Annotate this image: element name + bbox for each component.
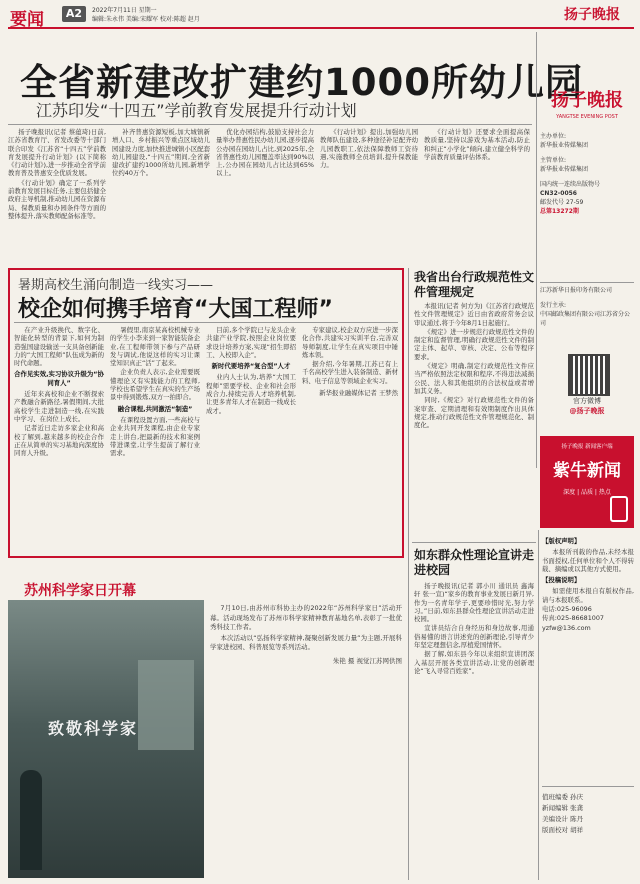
exhibit-poster-title: 致敬科学家 bbox=[48, 719, 139, 738]
side-story1-paragraph: 本报讯(记者 何方为)《江苏省行政规范性文件管理规定》近日由省政府常务会议审议通过,将于今年8月1日起施行。 bbox=[414, 302, 534, 327]
lead-paragraph: 《行动计划》确定了一系列学前教育发展目标任务,主要包括健全政府主导机制,推动幼儿园在资源布局、保教质量和办园条件等方面的整体提升,落实教师配备标准等。 bbox=[8, 178, 106, 220]
side-story1-paragraph: 同时,《规定》对行政规范性文件的备案审查、定期清理和有效期制度作出具体规定,推动行政规范性文件管理规范化、制度化。 bbox=[414, 396, 534, 430]
feature-paragraph: 暑假里,南京某高校机械专业的学生小李来到一家智能装备企业,在工程师带领下参与产品研发与调试,他说这样的实习让课堂知识真正“活”了起来。 bbox=[110, 326, 200, 368]
owner-name: 新华报业传媒集团 bbox=[540, 142, 589, 149]
feature-paragraph: 在产业升级换代、数字化、智能化转型的背景下,如何为制造强国建设输送一支具备创新能力的“大国工程师”队伍成为新的时代命题。 bbox=[14, 326, 104, 368]
brand-logo-en: YANGTSE EVENING POST bbox=[556, 114, 618, 120]
contact-email[interactable]: yzfw@136.com bbox=[542, 623, 591, 632]
visitor-figure bbox=[20, 770, 42, 870]
exhibit-paragraph: 本次活动以“弘扬科学家精神,凝聚创新发展力量”为主题,开展科学家进校园、科普展览等系列活动。 bbox=[210, 633, 402, 651]
feature-paragraph: 记者近日走访多家企业和高校了解到,越来越多的校企合作正在从简单的实习基地向深度协同育人升级。 bbox=[14, 424, 104, 458]
side-story2-headline: 如东群众性理论宣讲走进校园 bbox=[414, 548, 535, 577]
staff-row: 版面校对 胡祥 bbox=[542, 826, 584, 834]
section-title: 要闻 bbox=[10, 10, 44, 30]
staff-row: 值班编委 孙庆 bbox=[542, 793, 584, 801]
exhibit-body bbox=[210, 604, 402, 864]
publisher-name: 新华报业传媒集团 bbox=[540, 166, 589, 173]
feature-paragraph: 据介绍,今年暑期,江苏已有上千名高校学生进入装备制造、新材料、电子信息等领域企业实习。 bbox=[302, 360, 398, 385]
notice-body-2: 如需使用本报自有版权作品,请与本报联系。 bbox=[542, 587, 634, 604]
qr-code[interactable] bbox=[568, 354, 610, 396]
printer-name: 江苏新华日报印务有限公司 bbox=[540, 287, 613, 294]
feature-kicker: 暑期高校生涌向制造一线实习—— bbox=[18, 278, 214, 293]
copyright-notice bbox=[542, 534, 634, 784]
lead-body-col4 bbox=[320, 128, 418, 258]
staff-row: 新闻编辑 张龚 bbox=[542, 804, 584, 812]
feature-paragraph: 目前,多个学院已与龙头企业共建产业学院,按照企业岗位要求设计培养方案,实现“招生即招工、入校即入企”。 bbox=[206, 326, 296, 359]
feature-paragraph: 企业负责人表示,企业需要既懂理论又有实践能力的工程师,学校也希望学生在真实的生产场景中得到锻炼,双方一拍即合。 bbox=[110, 368, 200, 402]
lead-body-col3 bbox=[216, 128, 314, 258]
side-story2-paragraph: 据了解,如东县今年以来组织宣讲团深入基层开展各类宣讲活动,让党的创新理论“飞入寻常百姓家”。 bbox=[414, 650, 534, 675]
brand-sidebar bbox=[540, 86, 634, 466]
publisher-label: 主管单位: bbox=[540, 157, 567, 164]
app-promo[interactable] bbox=[540, 436, 634, 528]
feature-headline: 校企如何携手培育“大国工程师” bbox=[18, 297, 333, 322]
feature-col2 bbox=[110, 326, 200, 554]
side-story1-body bbox=[414, 302, 534, 538]
address-label: 发行主承: bbox=[540, 302, 567, 309]
lead-headline: 全省新建改扩建约1000所幼儿园 bbox=[20, 61, 583, 104]
lead-paragraph: 《行动计划》还要求全面提高保教质量,坚持以游戏为基本活动,防止和纠正“小学化”倾向,建立健全科学的学前教育质量评估体系。 bbox=[424, 128, 530, 161]
brand-logo: 扬子晚报 bbox=[551, 90, 623, 111]
app-tagline: 深度 | 品质 | 热点 bbox=[563, 489, 611, 496]
issue-date: 2022年7月11日 星期一 bbox=[92, 7, 157, 14]
feature-paragraph: 在课程设置方面,一些高校与企业共同开发课程,由企业专家走上讲台,把最新的技术和案例带进课堂,让学生提前了解行业需求。 bbox=[110, 415, 200, 458]
lead-subhead: 江苏印发“十四五”学前教育发展提升行动计划 bbox=[36, 101, 357, 120]
lead-paragraph: 补齐普惠资源短板,加大城镇新增人口、乡村振兴等重点区域幼儿园建设力度,加快推进城镇小区配套幼儿园建设,“十四五”期间,全省新建改扩建约1000所幼儿园,新增学位约40万个。 bbox=[112, 128, 210, 178]
lead-paragraph: 《行动计划》提出,加强幼儿园教师队伍建设,多种途径补足配齐幼儿园教职工,依法保障教师工资待遇,实施教师全员培训,提升保教能力。 bbox=[320, 128, 418, 170]
address-value: 中国邮政集团有限公司江苏省分公司 bbox=[540, 311, 631, 327]
feature-subhead: 合作见实效,实习协议升级为“协同育人” bbox=[14, 370, 104, 387]
phone-icon bbox=[610, 496, 628, 522]
side-story2-paragraph: 宣讲员结合自身经历和身边故事,用通俗易懂的语言讲述党的创新理论,引导青少年坚定理想信念,厚植爱国情怀。 bbox=[414, 624, 534, 650]
staff-list bbox=[542, 792, 634, 836]
lead-paragraph: 扬子晚报讯(记者 蔡蕴琦)日前,江苏省教育厅、省发改委等十部门联合印发《江苏省“十四五”学前教育发展提升行动计划》(以下简称《行动计划》),进一步推动全省学前教育普及普惠安全优质发展。 bbox=[8, 128, 106, 178]
feature-paragraph: 近年来高校和企业不断探索产教融合新路径,暑假期间,大批高校学生走进制造一线,在实践中学习、在岗位上成长。 bbox=[14, 390, 104, 423]
feature-col1 bbox=[14, 326, 104, 554]
post-code: 27-59 bbox=[565, 199, 584, 206]
cn-label: 国内统一连续出版物号 bbox=[540, 181, 601, 188]
lead-body-col1 bbox=[8, 128, 106, 258]
owner-label: 主办单位: bbox=[540, 133, 567, 140]
page-number-badge: A2 bbox=[62, 6, 86, 22]
post-label: 邮发代号 bbox=[540, 199, 565, 206]
feature-col4 bbox=[302, 326, 398, 554]
side-story2-body bbox=[414, 582, 534, 878]
weibo-handle[interactable]: @扬子晚报 bbox=[569, 407, 605, 415]
feature-byline: 新华报业融媒体记者 王梦然 bbox=[319, 389, 398, 398]
side-story1-paragraph: 《规定》明确,制定行政规范性文件应当严格依照法定权限和程序,不得违法减损公民、法人和其他组织的合法权益或者增加其义务。 bbox=[414, 362, 534, 395]
qr-label: 官方微博 bbox=[573, 397, 601, 405]
feature-col3 bbox=[206, 326, 296, 554]
side-story2-paragraph: 扬子晚报讯(记者 郭小川 通讯员 鑫海轩 张一宣)“家乡的教育事业发展日新月异,作为一名青年学子,更要珍惜时光,努力学习。”日前,如东县群众性理论宣讲活动走进校园。 bbox=[414, 582, 534, 624]
contact-fax: 传真:025-86681007 bbox=[542, 614, 604, 623]
lead-paragraph: 优化办园结构,鼓励支持社会力量举办普惠性民办幼儿园,逐步提高公办园在园幼儿占比,到2025年,全省普惠性幼儿园覆盖率达到90%以上,公办园在园幼儿占比达到65%以上。 bbox=[216, 128, 314, 178]
notice-title: 【版权声明】 bbox=[542, 537, 581, 545]
masthead-logo: 扬子晚报 bbox=[564, 7, 620, 23]
lead-body-col5 bbox=[424, 128, 530, 258]
notice-body: 本报所刊载的作品,未经本报书面授权,任何单位和个人不得转载、摘编或以其他方式使用。 bbox=[542, 548, 634, 573]
app-label: 扬子晚报 新闻客户端 bbox=[561, 444, 613, 450]
feature-subhead: 新时代要培养“复合型”人才 bbox=[211, 362, 291, 371]
side-story1-headline: 我省出台行政规范性文件管理规定 bbox=[414, 270, 535, 299]
side-story1-paragraph: 《规定》进一步规范行政规范性文件的制定和监督管理,明确行政规范性文件的制定主体、起草、审核、决定、公布等程序要求。 bbox=[414, 327, 534, 361]
feature-paragraph: 专家建议,校企双方应进一步深化合作,共建实习实训平台,完善双导师制度,让学生在真实项目中锤炼本领。 bbox=[302, 326, 398, 359]
notice-title-2: 【投稿说明】 bbox=[542, 576, 581, 585]
exhibit-headline: 苏州科学家日开幕 bbox=[24, 583, 136, 599]
editor-credits: 编辑:朱永伟 美编:宋耀军 校对:陈超 赵月 bbox=[92, 16, 200, 23]
cn-number: CN32-0056 bbox=[540, 190, 577, 197]
page-masthead bbox=[8, 4, 634, 30]
display-panel bbox=[138, 660, 194, 750]
exhibit-byline: 朱艳 摄 视觉江苏网供图 bbox=[332, 656, 402, 665]
lead-body-col2 bbox=[112, 128, 210, 258]
staff-row: 美编设计 陈丹 bbox=[542, 815, 584, 823]
exhibit-photo bbox=[8, 600, 204, 878]
contact-phone: 电话:025-96096 bbox=[542, 605, 592, 614]
feature-paragraph: 业内人士认为,培养“大国工程师”需要学校、企业和社会形成合力,持续完善人才培养机制,让更多青年人才在制造一线成长成才。 bbox=[206, 373, 296, 415]
feature-subhead: 融合课程,共同激活“制造” bbox=[117, 404, 193, 413]
app-title: 紫牛新闻 bbox=[553, 461, 621, 481]
issue-count: 总第13272期 bbox=[540, 208, 579, 215]
exhibit-paragraph: 7月10日,由苏州市科协主办的2022年“苏州科学家日”活动开幕。活动现场发布了苏州市科学家精神教育基地名单,表彰了一批优秀科技工作者。 bbox=[210, 604, 402, 631]
